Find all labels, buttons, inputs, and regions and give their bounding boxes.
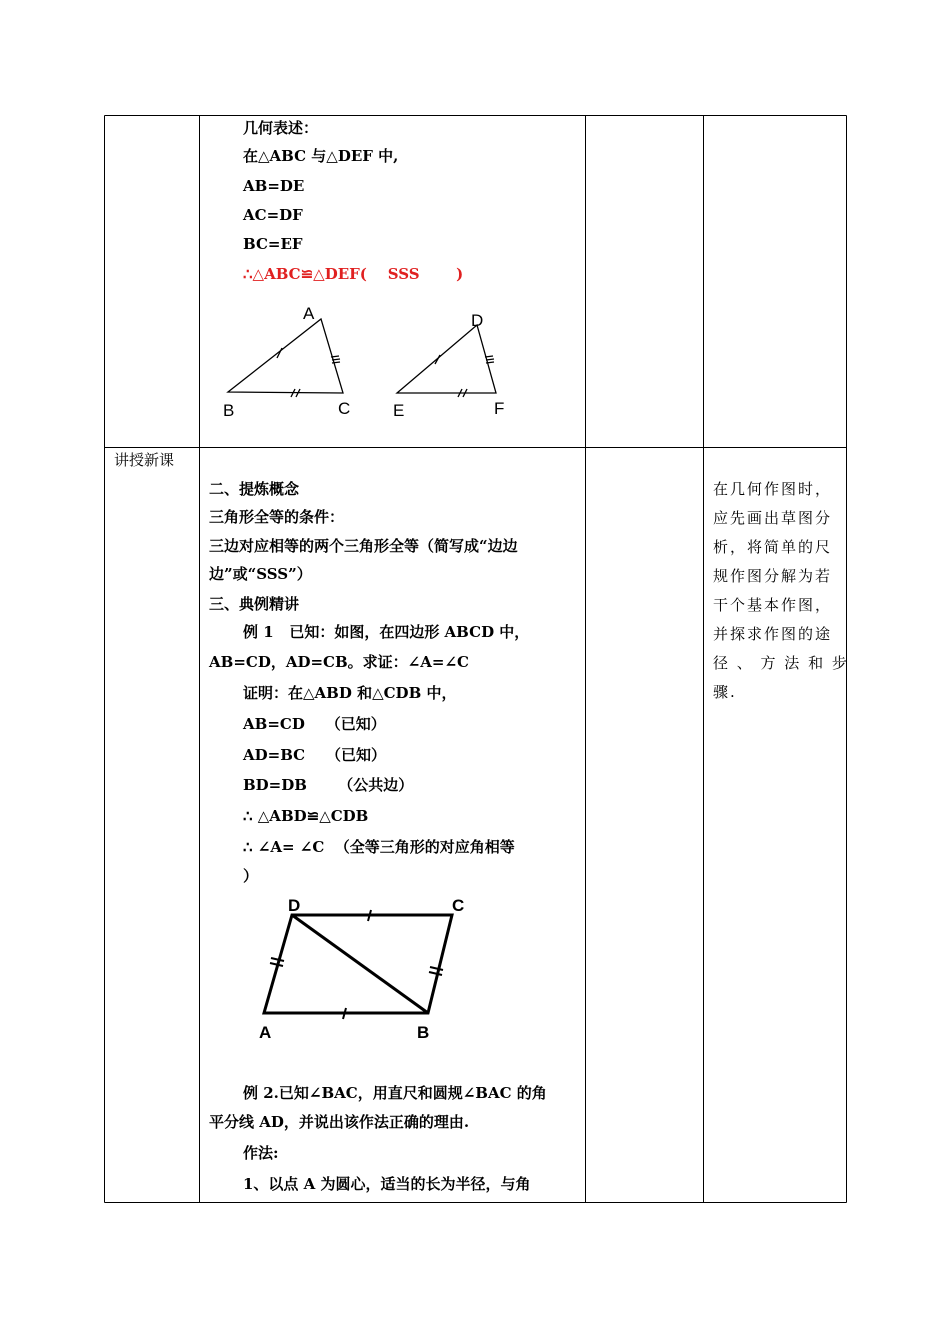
statement-conclusion: ∴△ABC≌△DEF( SSS ): [243, 265, 464, 283]
proof-step-2: AD=BC （已知）: [243, 746, 386, 764]
geometry-statement-heading: 几何表述：: [243, 119, 319, 137]
method-heading: 作法:: [243, 1144, 279, 1162]
proof-step-6: ）: [243, 867, 259, 885]
label-c: C: [338, 399, 351, 418]
proof-step-3: BD=DB （公共边）: [243, 776, 414, 794]
proof-step-4: ∴ △ABD≌△CDB: [243, 807, 369, 825]
statement-line-1: 在△ABC 与△DEF 中,: [243, 147, 399, 165]
condition-line-1: 三边对应相等的两个三角形全等（简写成“边边: [209, 537, 518, 555]
proof-step-5: ∴ ∠A= ∠C （全等三角形的对应角相等: [243, 838, 515, 856]
note-line: 应先画出草图分: [713, 509, 833, 527]
triangle-abc: [228, 319, 343, 393]
label-e: E: [393, 401, 405, 420]
note-line: 骤.: [713, 683, 737, 701]
heading-refine-concept: 二、提炼概念: [209, 480, 300, 498]
example1-line-2: AB=CD，AD=CB。求证：∠A=∠C: [209, 653, 469, 671]
example1-line-1: 例 1 已知：如图，在四边形 ABCD 中，: [243, 623, 530, 641]
statement-line-2: AB=DE: [243, 177, 305, 195]
statement-line-3: AC=DF: [243, 206, 303, 224]
proof-step-1: AB=CD （已知）: [243, 715, 386, 733]
method-step-1: 1、以点 A 为圆心，适当的长为半径，与角: [243, 1175, 531, 1193]
note-line: 干个基本作图，: [713, 596, 833, 614]
diagonal-bd: [292, 915, 428, 1013]
note-line: 规作图分解为若: [713, 567, 833, 585]
note-line: 径 、 方 法 和 步: [713, 654, 849, 672]
note-line: 析，将简单的尺: [713, 538, 833, 556]
label-c2: C: [452, 896, 465, 915]
triangle-def: [397, 325, 496, 393]
section-label: 讲授新课: [114, 451, 175, 469]
label-a2: A: [259, 1023, 272, 1042]
label-f: F: [494, 399, 505, 418]
note-line: 在几何作图时，: [713, 480, 833, 498]
label-b: B: [223, 401, 235, 420]
quadrilateral-figure: [250, 890, 480, 1050]
statement-line-4: BC=EF: [243, 235, 303, 253]
condition-title: 三角形全等的条件：: [209, 508, 345, 526]
label-a: A: [303, 304, 315, 323]
condition-line-2: 边”或“SSS”）: [209, 565, 312, 583]
label-d: D: [471, 311, 484, 330]
heading-examples: 三、典例精讲: [209, 595, 300, 613]
note-line: 并探求作图的途: [713, 625, 833, 643]
proof-intro: 证明：在△ABD 和△CDB 中，: [243, 684, 457, 702]
label-d2: D: [288, 896, 301, 915]
triangles-figure: [215, 300, 515, 430]
example2-line-1: 例 2.已知∠BAC，用直尺和圆规∠BAC 的角: [243, 1084, 547, 1102]
teaching-note: [713, 475, 849, 707]
label-b2: B: [417, 1023, 430, 1042]
example2-line-2: 平分线 AD，并说出该作法正确的理由.: [209, 1113, 470, 1131]
